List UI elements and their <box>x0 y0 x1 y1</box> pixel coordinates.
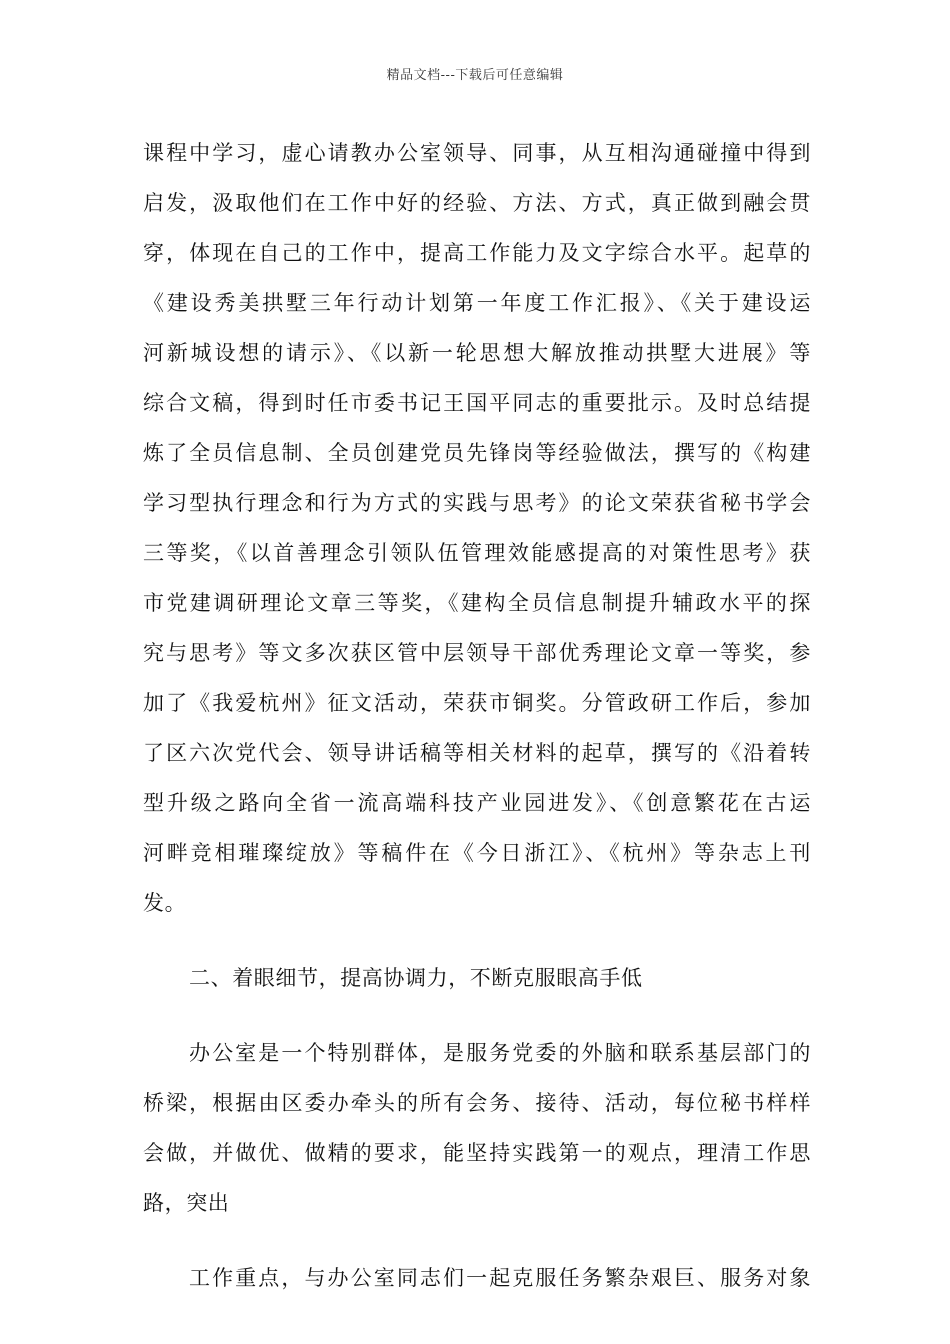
paragraph <box>143 1253 811 1303</box>
text-line: 发。 <box>143 891 187 915</box>
document-body <box>143 128 811 1303</box>
page-header: 精品文档---下载后可任意编辑 <box>386 68 564 83</box>
paragraph <box>143 1028 811 1228</box>
text-line: 加了《我爱杭州》征文活动，荣获市铜奖。分管政研工作后，参加 <box>143 691 811 715</box>
text-line: 了区六次党代会、领导讲话稿等相关材料的起草，撰写的《沿着转 <box>143 741 811 765</box>
text-line: 河新城设想的请示》、《以新一轮思想大解放推动拱墅大进展》等 <box>143 341 811 365</box>
text-line: 课程中学习，虚心请教办公室领导、同事，从互相沟通碰撞中得到 <box>143 141 811 165</box>
text-line: 综合文稿，得到时任市委书记王国平同志的重要批示。及时总结提 <box>143 391 811 415</box>
paragraph-gap <box>143 1003 811 1028</box>
text-line: 穿，体现在自己的工作中，提高工作能力及文字综合水平。起草的 <box>143 241 811 265</box>
paragraph-gap <box>143 928 811 953</box>
text-line: 型升级之路向全省一流高端科技产业园进发》、《创意繁花在古运 <box>143 791 811 815</box>
text-line: 会做，并做优、做精的要求，能坚持实践第一的观点，理清工作思 <box>143 1141 811 1165</box>
text-line: 炼了全员信息制、全员创建党员先锋岗等经验做法，撰写的《构建 <box>143 441 811 465</box>
section-heading <box>143 953 811 1003</box>
text-line: 路，突出 <box>143 1191 230 1215</box>
text-line: 学习型执行理念和行为方式的实践与思考》的论文荣获省秘书学会 <box>143 491 811 515</box>
text-line: 河畔竞相璀璨绽放》等稿件在《今日浙江》、《杭州》等杂志上刊 <box>143 841 811 865</box>
text-line: 究与思考》等文多次获区管中层领导干部优秀理论文章一等奖，参 <box>143 641 811 665</box>
text-line: 启发，汲取他们在工作中好的经验、方法、方式，真正做到融会贯 <box>143 191 811 215</box>
paragraph <box>143 128 811 928</box>
text-line: 三等奖，《以首善理念引领队伍管理效能感提高的对策性思考》获 <box>143 541 811 565</box>
text-line: 工作重点，与办公室同志们一起克服任务繁杂艰巨、服务对象 <box>189 1266 811 1290</box>
heading-line: 二、着眼细节，提高协调力，不断克服眼高手低 <box>189 966 643 990</box>
text-line: 市党建调研理论文章三等奖，《建构全员信息制提升辅政水平的探 <box>143 591 811 615</box>
text-line: 办公室是一个特别群体，是服务党委的外脑和联系基层部门的 <box>189 1041 811 1065</box>
text-line: 《建设秀美拱墅三年行动计划第一年度工作汇报》、《关于建设运 <box>143 291 811 315</box>
paragraph-gap <box>143 1228 811 1253</box>
text-line: 桥梁，根据由区委办牵头的所有会务、接待、活动，每位秘书样样 <box>143 1091 811 1115</box>
